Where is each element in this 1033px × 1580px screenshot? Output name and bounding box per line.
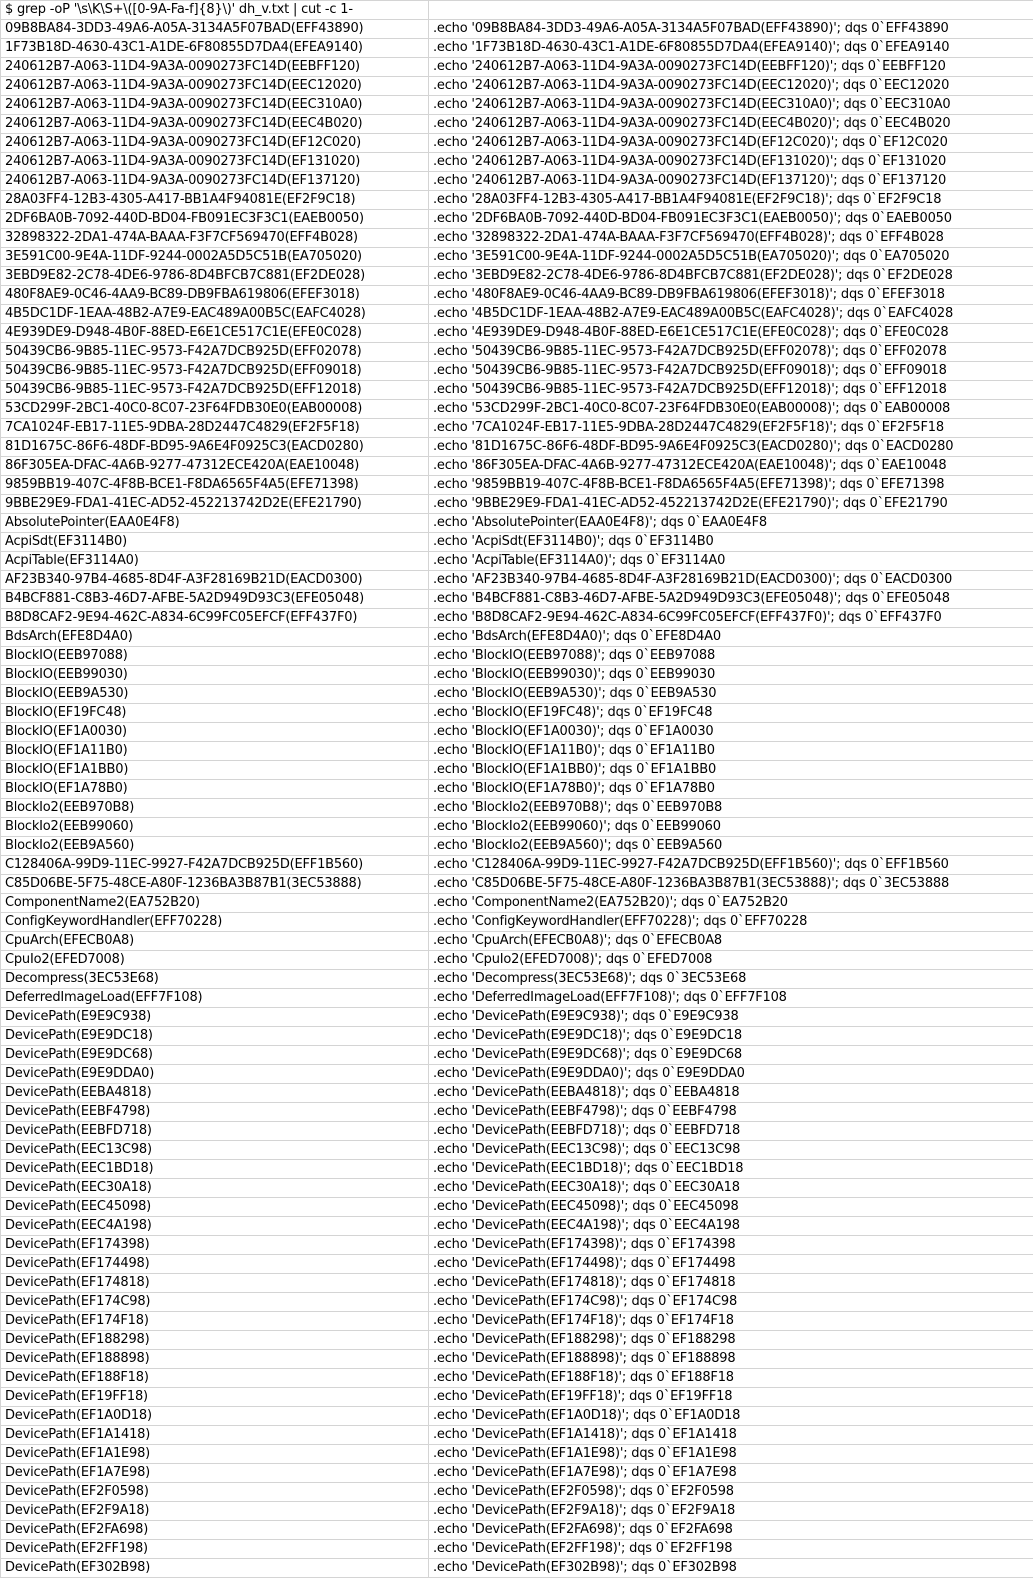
table-row xyxy=(1,894,1033,913)
table-row xyxy=(1,1008,1033,1027)
table-row xyxy=(1,419,1033,438)
cell-protocol-handle[interactable]: BlockIO(EF1A1BB0) xyxy=(1,761,429,780)
cell-protocol-handle[interactable]: 4E939DE9-D948-4B0F-88ED-E6E1CE517C1E(EFE0C028) xyxy=(1,324,429,343)
cell-protocol-handle[interactable]: DevicePath(EF1A0D18) xyxy=(1,1407,429,1426)
cell-protocol-handle[interactable]: 4B5DC1DF-1EAA-48B2-A7E9-EAC489A00B5C(EAFC4028) xyxy=(1,305,429,324)
cell-echo-command[interactable]: .echo 'DevicePath(EEBF4798)'; dqs 0`EEBF4798 xyxy=(429,1103,1033,1122)
cell-echo-command[interactable]: .echo '50439CB6-9B85-11EC-9573-F42A7DCB925D(EFF02078)'; dqs 0`EFF02078 xyxy=(429,343,1033,362)
cell-protocol-handle[interactable]: 3EBD9E82-2C78-4DE6-9786-8D4BFCB7C881(EF2DE028) xyxy=(1,267,429,286)
cell-protocol-handle[interactable]: DevicePath(E9E9DC18) xyxy=(1,1027,429,1046)
cell-protocol-handle[interactable]: CpuIo2(EFED7008) xyxy=(1,951,429,970)
cell-echo-command[interactable]: .echo 'B8D8CAF2-9E94-462C-A834-6C99FC05EFCF(EFF437F0)'; dqs 0`EFF437F0 xyxy=(429,609,1033,628)
cell-echo-command[interactable]: .echo '2DF6BA0B-7092-440D-BD04-FB091EC3F3C1(EAEB0050)'; dqs 0`EAEB0050 xyxy=(429,210,1033,229)
cell-echo-command[interactable]: .echo 'C85D06BE-5F75-48CE-A80F-1236BA3B87B1(3EC53888)'; dqs 0`3EC53888 xyxy=(429,875,1033,894)
cell-echo-command[interactable]: .echo '9BBE29E9-FDA1-41EC-AD52-452213742D2E(EFE21790)'; dqs 0`EFE21790 xyxy=(429,495,1033,514)
cell-echo-command[interactable]: .echo 'DevicePath(EEBA4818)'; dqs 0`EEBA4818 xyxy=(429,1084,1033,1103)
cell-echo-command[interactable]: .echo 'BlockIO(EEB9A530)'; dqs 0`EEB9A530 xyxy=(429,685,1033,704)
cell-protocol-handle[interactable]: 240612B7-A063-11D4-9A3A-0090273FC14D(EF131020) xyxy=(1,153,429,172)
cell-echo-command[interactable]: .echo 'B4BCF881-C8B3-46D7-AFBE-5A2D949D93C3(EFE05048)'; dqs 0`EFE05048 xyxy=(429,590,1033,609)
cell-protocol-handle[interactable]: BlockIo2(EEB970B8) xyxy=(1,799,429,818)
table-row xyxy=(1,704,1033,723)
cell-echo-command[interactable]: .echo '3EBD9E82-2C78-4DE6-9786-8D4BFCB7C881(EF2DE028)'; dqs 0`EF2DE028 xyxy=(429,267,1033,286)
cell-echo-command[interactable]: .echo 'ComponentName2(EA752B20)'; dqs 0`EA752B20 xyxy=(429,894,1033,913)
cell-echo-command[interactable]: .echo 'DeferredImageLoad(EFF7F108)'; dqs 0`EFF7F108 xyxy=(429,989,1033,1008)
cell-echo-command[interactable]: .echo 'BlockIO(EF1A11B0)'; dqs 0`EF1A11B0 xyxy=(429,742,1033,761)
cell-protocol-handle[interactable]: 28A03FF4-12B3-4305-A417-BB1A4F94081E(EF2F9C18) xyxy=(1,191,429,210)
cell-echo-command[interactable]: .echo 'AcpiTable(EF3114A0)'; dqs 0`EF3114A0 xyxy=(429,552,1033,571)
table-row xyxy=(1,58,1033,77)
table-row xyxy=(1,647,1033,666)
cell-echo-command[interactable]: .echo 'DevicePath(EF1A0D18)'; dqs 0`EF1A0D18 xyxy=(429,1407,1033,1426)
cell-protocol-handle[interactable]: BlockIO(EEB9A530) xyxy=(1,685,429,704)
table-row xyxy=(1,970,1033,989)
cell-echo-command[interactable]: .echo 'BlockIO(EF19FC48)'; dqs 0`EF19FC48 xyxy=(429,704,1033,723)
cell-echo-command[interactable]: .echo 'DevicePath(EF1A1E98)'; dqs 0`EF1A1E98 xyxy=(429,1445,1033,1464)
cell-echo-command[interactable]: .echo 'BlockIo2(EEB970B8)'; dqs 0`EEB970B8 xyxy=(429,799,1033,818)
cell-protocol-handle[interactable]: AF23B340-97B4-4685-8D4F-A3F28169B21D(EACD0300) xyxy=(1,571,429,590)
table-row xyxy=(1,1122,1033,1141)
table-row xyxy=(1,495,1033,514)
table-row xyxy=(1,837,1033,856)
cell-protocol-handle[interactable]: DevicePath(EEC30A18) xyxy=(1,1179,429,1198)
cell-protocol-handle[interactable]: 240612B7-A063-11D4-9A3A-0090273FC14D(EF12C020) xyxy=(1,134,429,153)
table-row xyxy=(1,77,1033,96)
cell-echo-command[interactable]: .echo '3E591C00-9E4A-11DF-9244-0002A5D5C51B(EA705020)'; dqs 0`EA705020 xyxy=(429,248,1033,267)
cell-echo-command[interactable]: .echo 'DevicePath(EF2FF198)'; dqs 0`EF2FF198 xyxy=(429,1540,1033,1559)
cell-protocol-handle[interactable]: DevicePath(EF174818) xyxy=(1,1274,429,1293)
cell-protocol-handle[interactable]: 81D1675C-86F6-48DF-BD95-9A6E4F0925C3(EACD0280) xyxy=(1,438,429,457)
cell-echo-command[interactable]: .echo 'BdsArch(EFE8D4A0)'; dqs 0`EFE8D4A0 xyxy=(429,628,1033,647)
table-row xyxy=(1,552,1033,571)
cell-protocol-handle[interactable]: Decompress(3EC53E68) xyxy=(1,970,429,989)
table-row xyxy=(1,1426,1033,1445)
cell-protocol-handle[interactable]: DevicePath(EF302B98) xyxy=(1,1559,429,1578)
table-row xyxy=(1,1160,1033,1179)
table-row xyxy=(1,951,1033,970)
cell-protocol-handle[interactable]: DevicePath(EF1A7E98) xyxy=(1,1464,429,1483)
cell-protocol-handle[interactable]: BlockIO(EEB99030) xyxy=(1,666,429,685)
table-row xyxy=(1,248,1033,267)
cell-echo-command[interactable]: .echo '240612B7-A063-11D4-9A3A-0090273FC14D(EF12C020)'; dqs 0`EF12C020 xyxy=(429,134,1033,153)
table-row xyxy=(1,913,1033,932)
table-row xyxy=(1,153,1033,172)
cell-protocol-handle[interactable]: BlockIo2(EEB9A560) xyxy=(1,837,429,856)
cell-echo-command[interactable]: .echo 'DevicePath(EF174398)'; dqs 0`EF174398 xyxy=(429,1236,1033,1255)
cell-echo-command[interactable]: .echo 'DevicePath(EF19FF18)'; dqs 0`EF19FF18 xyxy=(429,1388,1033,1407)
cell-echo-command[interactable]: .echo 'ConfigKeywordHandler(EFF70228)'; dqs 0`EFF70228 xyxy=(429,913,1033,932)
table-row xyxy=(1,932,1033,951)
cell-echo-command[interactable]: .echo 'DevicePath(EF188898)'; dqs 0`EF188898 xyxy=(429,1350,1033,1369)
table-row xyxy=(1,989,1033,1008)
cell-protocol-handle[interactable]: 1F73B18D-4630-43C1-A1DE-6F80855D7DA4(EFEA9140) xyxy=(1,39,429,58)
cell-protocol-handle[interactable]: B4BCF881-C8B3-46D7-AFBE-5A2D949D93C3(EFE05048) xyxy=(1,590,429,609)
table-row xyxy=(1,1084,1033,1103)
table-row xyxy=(1,1274,1033,1293)
cell-protocol-handle[interactable]: BlockIO(EF1A78B0) xyxy=(1,780,429,799)
cell-echo-command[interactable]: .echo '09B8BA84-3DD3-49A6-A05A-3134A5F07BAD(EFF43890)'; dqs 0`EFF43890 xyxy=(429,20,1033,39)
table-row xyxy=(1,875,1033,894)
cell-echo-command[interactable]: .echo '1F73B18D-4630-43C1-A1DE-6F80855D7DA4(EFEA9140)'; dqs 0`EFEA9140 xyxy=(429,39,1033,58)
cell-echo-command[interactable]: .echo 'BlockIO(EF1A0030)'; dqs 0`EF1A0030 xyxy=(429,723,1033,742)
cell-echo-command[interactable]: .echo 'Decompress(3EC53E68)'; dqs 0`3EC53E68 xyxy=(429,970,1033,989)
cell-echo-command[interactable]: .echo '4E939DE9-D948-4B0F-88ED-E6E1CE517C1E(EFE0C028)'; dqs 0`EFE0C028 xyxy=(429,324,1033,343)
table-row xyxy=(1,1217,1033,1236)
table-row xyxy=(1,343,1033,362)
cell-echo-command[interactable]: .echo 'DevicePath(EF174818)'; dqs 0`EF174818 xyxy=(429,1274,1033,1293)
cell-protocol-handle[interactable]: BlockIO(EEB97088) xyxy=(1,647,429,666)
table-row xyxy=(1,229,1033,248)
table-row xyxy=(1,856,1033,875)
cell-protocol-handle[interactable]: BlockIo2(EEB99060) xyxy=(1,818,429,837)
cell-echo-command[interactable]: .echo '240612B7-A063-11D4-9A3A-0090273FC14D(EF137120)'; dqs 0`EF137120 xyxy=(429,172,1033,191)
table-row xyxy=(1,1407,1033,1426)
cell-echo-command[interactable]: .echo 'DevicePath(EEC1BD18)'; dqs 0`EEC1BD18 xyxy=(429,1160,1033,1179)
cell-protocol-handle[interactable]: C128406A-99D9-11EC-9927-F42A7DCB925D(EFF1B560) xyxy=(1,856,429,875)
cell-protocol-handle[interactable]: 9859BB19-407C-4F8B-BCE1-F8DA6565F4A5(EFE71398) xyxy=(1,476,429,495)
cell-echo-command[interactable]: .echo 'DevicePath(EF174C98)'; dqs 0`EF174C98 xyxy=(429,1293,1033,1312)
table-row xyxy=(1,571,1033,590)
cell-protocol-handle[interactable]: DevicePath(EF188898) xyxy=(1,1350,429,1369)
cell-echo-command[interactable]: .echo 'AF23B340-97B4-4685-8D4F-A3F28169B21D(EACD0300)'; dqs 0`EACD0300 xyxy=(429,571,1033,590)
cell-protocol-handle[interactable]: DevicePath(EEC1BD18) xyxy=(1,1160,429,1179)
cell-echo-command[interactable]: .echo 'DevicePath(EEC30A18)'; dqs 0`EEC30A18 xyxy=(429,1179,1033,1198)
table-row xyxy=(1,1141,1033,1160)
table-row xyxy=(1,685,1033,704)
table-row xyxy=(1,1483,1033,1502)
cell-protocol-handle[interactable]: DevicePath(E9E9C938) xyxy=(1,1008,429,1027)
cell-echo-command[interactable]: .echo 'DevicePath(EEC13C98)'; dqs 0`EEC13C98 xyxy=(429,1141,1033,1160)
cell-echo-command[interactable]: .echo 'DevicePath(EF302B98)'; dqs 0`EF302B98 xyxy=(429,1559,1033,1578)
cell-echo-command[interactable]: .echo 'DevicePath(EF174F18)'; dqs 0`EF174F18 xyxy=(429,1312,1033,1331)
cell-echo-command[interactable]: .echo 'BlockIO(EF1A78B0)'; dqs 0`EF1A78B0 xyxy=(429,780,1033,799)
table-row xyxy=(1,1103,1033,1122)
cell-protocol-handle[interactable]: 240612B7-A063-11D4-9A3A-0090273FC14D(EEC310A0) xyxy=(1,96,429,115)
table-row xyxy=(1,96,1033,115)
cell-echo-command[interactable]: .echo '81D1675C-86F6-48DF-BD95-9A6E4F0925C3(EACD0280)'; dqs 0`EACD0280 xyxy=(429,438,1033,457)
table-row xyxy=(1,1046,1033,1065)
table-row xyxy=(1,514,1033,533)
cell-echo-command[interactable]: .echo '50439CB6-9B85-11EC-9573-F42A7DCB925D(EFF12018)'; dqs 0`EFF12018 xyxy=(429,381,1033,400)
cell-protocol-handle[interactable]: AcpiSdt(EF3114B0) xyxy=(1,533,429,552)
cell-protocol-handle[interactable]: ConfigKeywordHandler(EFF70228) xyxy=(1,913,429,932)
cell-echo-command[interactable]: .echo 'AcpiSdt(EF3114B0)'; dqs 0`EF3114B0 xyxy=(429,533,1033,552)
cell-protocol-handle[interactable]: 32898322-2DA1-474A-BAAA-F3F7CF569470(EFF4B028) xyxy=(1,229,429,248)
cell-protocol-handle[interactable]: 3E591C00-9E4A-11DF-9244-0002A5D5C51B(EA705020) xyxy=(1,248,429,267)
table-row xyxy=(1,476,1033,495)
table-row xyxy=(1,134,1033,153)
cell-protocol-handle[interactable]: DevicePath(EF174F18) xyxy=(1,1312,429,1331)
cell-protocol-handle[interactable]: 53CD299F-2BC1-40C0-8C07-23F64FDB30E0(EAB00008) xyxy=(1,400,429,419)
cell-protocol-handle[interactable]: BdsArch(EFE8D4A0) xyxy=(1,628,429,647)
table-row xyxy=(1,39,1033,58)
table-row xyxy=(1,761,1033,780)
header-row xyxy=(1,1,1033,20)
cell-protocol-handle[interactable]: 240612B7-A063-11D4-9A3A-0090273FC14D(EEC12020) xyxy=(1,77,429,96)
cell-echo-command[interactable]: .echo '7CA1024F-EB17-11E5-9DBA-28D2447C4829(EF2F5F18)'; dqs 0`EF2F5F18 xyxy=(429,419,1033,438)
cell-echo-command[interactable]: .echo '240612B7-A063-11D4-9A3A-0090273FC14D(EEC310A0)'; dqs 0`EEC310A0 xyxy=(429,96,1033,115)
cell-protocol-handle[interactable]: DevicePath(EF19FF18) xyxy=(1,1388,429,1407)
cell-protocol-handle[interactable]: 240612B7-A063-11D4-9A3A-0090273FC14D(EEC4B020) xyxy=(1,115,429,134)
cell-protocol-handle[interactable]: C85D06BE-5F75-48CE-A80F-1236BA3B87B1(3EC53888) xyxy=(1,875,429,894)
cell-protocol-handle[interactable]: CpuArch(EFECB0A8) xyxy=(1,932,429,951)
header-cell-empty[interactable] xyxy=(429,1,1033,20)
table-row xyxy=(1,1464,1033,1483)
cell-protocol-handle[interactable]: DevicePath(EF1A1418) xyxy=(1,1426,429,1445)
cell-protocol-handle[interactable]: DevicePath(EEC13C98) xyxy=(1,1141,429,1160)
table-row xyxy=(1,628,1033,647)
cell-protocol-handle[interactable]: DevicePath(EEC4A198) xyxy=(1,1217,429,1236)
table-row xyxy=(1,799,1033,818)
cell-protocol-handle[interactable]: 7CA1024F-EB17-11E5-9DBA-28D2447C4829(EF2F5F18) xyxy=(1,419,429,438)
cell-echo-command[interactable]: .echo 'DevicePath(EEBFD718)'; dqs 0`EEBFD718 xyxy=(429,1122,1033,1141)
cell-protocol-handle[interactable]: ComponentName2(EA752B20) xyxy=(1,894,429,913)
table-row xyxy=(1,1331,1033,1350)
table-row xyxy=(1,1293,1033,1312)
cell-echo-command[interactable]: .echo '86F305EA-DFAC-4A6B-9277-47312ECE420A(EAE10048)'; dqs 0`EAE10048 xyxy=(429,457,1033,476)
table-row xyxy=(1,381,1033,400)
cell-protocol-handle[interactable]: DevicePath(EF174398) xyxy=(1,1236,429,1255)
table-row xyxy=(1,742,1033,761)
table-row xyxy=(1,210,1033,229)
cell-protocol-handle[interactable]: DevicePath(EF1A1E98) xyxy=(1,1445,429,1464)
cell-protocol-handle[interactable]: 50439CB6-9B85-11EC-9573-F42A7DCB925D(EFF02078) xyxy=(1,343,429,362)
cell-echo-command[interactable]: .echo 'BlockIO(EEB99030)'; dqs 0`EEB99030 xyxy=(429,666,1033,685)
table-row xyxy=(1,609,1033,628)
table-row xyxy=(1,438,1033,457)
cell-protocol-handle[interactable]: BlockIO(EF1A0030) xyxy=(1,723,429,742)
cell-protocol-handle[interactable]: DevicePath(EEC45098) xyxy=(1,1198,429,1217)
cell-protocol-handle[interactable]: 2DF6BA0B-7092-440D-BD04-FB091EC3F3C1(EAEB0050) xyxy=(1,210,429,229)
cell-protocol-handle[interactable]: 09B8BA84-3DD3-49A6-A05A-3134A5F07BAD(EFF43890) xyxy=(1,20,429,39)
table-row xyxy=(1,324,1033,343)
table-row xyxy=(1,1198,1033,1217)
table-row xyxy=(1,1350,1033,1369)
table-row xyxy=(1,1559,1033,1578)
cell-echo-command[interactable]: .echo '240612B7-A063-11D4-9A3A-0090273FC14D(EEC4B020)'; dqs 0`EEC4B020 xyxy=(429,115,1033,134)
cell-echo-command[interactable]: .echo 'BlockIO(EEB97088)'; dqs 0`EEB97088 xyxy=(429,647,1033,666)
cell-echo-command[interactable]: .echo 'DevicePath(EF1A7E98)'; dqs 0`EF1A7E98 xyxy=(429,1464,1033,1483)
table-row xyxy=(1,1179,1033,1198)
cell-echo-command[interactable]: .echo '32898322-2DA1-474A-BAAA-F3F7CF569470(EFF4B028)'; dqs 0`EFF4B028 xyxy=(429,229,1033,248)
cell-protocol-handle[interactable]: B8D8CAF2-9E94-462C-A834-6C99FC05EFCF(EFF437F0) xyxy=(1,609,429,628)
cell-echo-command[interactable]: .echo '4B5DC1DF-1EAA-48B2-A7E9-EAC489A00B5C(EAFC4028)'; dqs 0`EAFC4028 xyxy=(429,305,1033,324)
table-row xyxy=(1,1502,1033,1521)
cell-protocol-handle[interactable]: DevicePath(EF2FF198) xyxy=(1,1540,429,1559)
table-row xyxy=(1,723,1033,742)
grid-body xyxy=(1,1,1033,1578)
cell-protocol-handle[interactable]: DevicePath(E9E9DC68) xyxy=(1,1046,429,1065)
cell-protocol-handle[interactable]: 9BBE29E9-FDA1-41EC-AD52-452213742D2E(EFE21790) xyxy=(1,495,429,514)
table-row xyxy=(1,267,1033,286)
cell-echo-command[interactable]: .echo '50439CB6-9B85-11EC-9573-F42A7DCB925D(EFF09018)'; dqs 0`EFF09018 xyxy=(429,362,1033,381)
cell-protocol-handle[interactable]: DevicePath(EF174498) xyxy=(1,1255,429,1274)
cell-echo-command[interactable]: .echo '480F8AE9-0C46-4AA9-BC89-DB9FBA619806(EFEF3018)'; dqs 0`EFEF3018 xyxy=(429,286,1033,305)
table-row xyxy=(1,1540,1033,1559)
cell-protocol-handle[interactable]: DevicePath(EF2F9A18) xyxy=(1,1502,429,1521)
cell-protocol-handle[interactable]: DevicePath(EF2FA698) xyxy=(1,1521,429,1540)
cell-echo-command[interactable]: .echo 'AbsolutePointer(EAA0E4F8)'; dqs 0`EAA0E4F8 xyxy=(429,514,1033,533)
cell-echo-command[interactable]: .echo 'DevicePath(E9E9C938)'; dqs 0`E9E9C938 xyxy=(429,1008,1033,1027)
cell-echo-command[interactable]: .echo 'C128406A-99D9-11EC-9927-F42A7DCB925D(EFF1B560)'; dqs 0`EFF1B560 xyxy=(429,856,1033,875)
cell-echo-command[interactable]: .echo 'DevicePath(EF2F9A18)'; dqs 0`EF2F9A18 xyxy=(429,1502,1033,1521)
cell-protocol-handle[interactable]: DevicePath(EF2F0598) xyxy=(1,1483,429,1502)
cell-protocol-handle[interactable]: 50439CB6-9B85-11EC-9573-F42A7DCB925D(EFF12018) xyxy=(1,381,429,400)
cell-protocol-handle[interactable]: 86F305EA-DFAC-4A6B-9277-47312ECE420A(EAE10048) xyxy=(1,457,429,476)
cell-protocol-handle[interactable]: DevicePath(EF188298) xyxy=(1,1331,429,1350)
cell-protocol-handle[interactable]: 480F8AE9-0C46-4AA9-BC89-DB9FBA619806(EFEF3018) xyxy=(1,286,429,305)
table-row xyxy=(1,780,1033,799)
table-row xyxy=(1,1369,1033,1388)
table-row xyxy=(1,20,1033,39)
table-row xyxy=(1,533,1033,552)
cell-protocol-handle[interactable]: DevicePath(EEBF4798) xyxy=(1,1103,429,1122)
cell-protocol-handle[interactable]: 240612B7-A063-11D4-9A3A-0090273FC14D(EEBFF120) xyxy=(1,58,429,77)
cell-echo-command[interactable]: .echo 'DevicePath(EF1A1418)'; dqs 0`EF1A1418 xyxy=(429,1426,1033,1445)
table-row xyxy=(1,1255,1033,1274)
cell-protocol-handle[interactable]: BlockIO(EF19FC48) xyxy=(1,704,429,723)
cell-protocol-handle[interactable]: AbsolutePointer(EAA0E4F8) xyxy=(1,514,429,533)
cell-protocol-handle[interactable]: AcpiTable(EF3114A0) xyxy=(1,552,429,571)
cell-echo-command[interactable]: .echo 'BlockIO(EF1A1BB0)'; dqs 0`EF1A1BB0 xyxy=(429,761,1033,780)
cell-echo-command[interactable]: .echo '28A03FF4-12B3-4305-A417-BB1A4F94081E(EF2F9C18)'; dqs 0`EF2F9C18 xyxy=(429,191,1033,210)
table-row xyxy=(1,818,1033,837)
cell-echo-command[interactable]: .echo '53CD299F-2BC1-40C0-8C07-23F64FDB30E0(EAB00008)'; dqs 0`EAB00008 xyxy=(429,400,1033,419)
cell-protocol-handle[interactable]: BlockIO(EF1A11B0) xyxy=(1,742,429,761)
cell-protocol-handle[interactable]: 240612B7-A063-11D4-9A3A-0090273FC14D(EF137120) xyxy=(1,172,429,191)
cell-echo-command[interactable]: .echo 'BlockIo2(EEB9A560)'; dqs 0`EEB9A560 xyxy=(429,837,1033,856)
table-row xyxy=(1,305,1033,324)
table-row xyxy=(1,362,1033,381)
cell-echo-command[interactable]: .echo 'DevicePath(EEC4A198)'; dqs 0`EEC4A198 xyxy=(429,1217,1033,1236)
cell-echo-command[interactable]: .echo 'DevicePath(EF174498)'; dqs 0`EF174498 xyxy=(429,1255,1033,1274)
cell-protocol-handle[interactable]: DeferredImageLoad(EFF7F108) xyxy=(1,989,429,1008)
cell-echo-command[interactable]: .echo '240612B7-A063-11D4-9A3A-0090273FC14D(EF131020)'; dqs 0`EF131020 xyxy=(429,153,1033,172)
table-row xyxy=(1,1312,1033,1331)
cell-protocol-handle[interactable]: 50439CB6-9B85-11EC-9573-F42A7DCB925D(EFF09018) xyxy=(1,362,429,381)
table-row xyxy=(1,1236,1033,1255)
cell-echo-command[interactable]: .echo 'CpuIo2(EFED7008)'; dqs 0`EFED7008 xyxy=(429,951,1033,970)
table-row xyxy=(1,457,1033,476)
table-row xyxy=(1,1065,1033,1084)
cell-echo-command[interactable]: .echo '240612B7-A063-11D4-9A3A-0090273FC14D(EEC12020)'; dqs 0`EEC12020 xyxy=(429,77,1033,96)
table-row xyxy=(1,1388,1033,1407)
cell-echo-command[interactable]: .echo '9859BB19-407C-4F8B-BCE1-F8DA6565F4A5(EFE71398)'; dqs 0`EFE71398 xyxy=(429,476,1033,495)
table-row xyxy=(1,115,1033,134)
cell-echo-command[interactable]: .echo 'DevicePath(E9E9DC18)'; dqs 0`E9E9DC18 xyxy=(429,1027,1033,1046)
table-row xyxy=(1,590,1033,609)
table-row xyxy=(1,191,1033,210)
cell-protocol-handle[interactable]: DevicePath(EEBFD718) xyxy=(1,1122,429,1141)
table-row xyxy=(1,1521,1033,1540)
table-row xyxy=(1,172,1033,191)
header-cell-command[interactable]: $ grep -oP '\s\K\S+\([0-9A-Fa-f]{8}\)' dh_v.txt | cut -c 1- xyxy=(1,1,429,20)
cell-echo-command[interactable]: .echo 'DevicePath(E9E9DC68)'; dqs 0`E9E9DC68 xyxy=(429,1046,1033,1065)
cell-echo-command[interactable]: .echo 'DevicePath(EF188F18)'; dqs 0`EF188F18 xyxy=(429,1369,1033,1388)
table-row xyxy=(1,400,1033,419)
cell-protocol-handle[interactable]: DevicePath(E9E9DDA0) xyxy=(1,1065,429,1084)
table-row xyxy=(1,286,1033,305)
cell-echo-command[interactable]: .echo 'DevicePath(EF188298)'; dqs 0`EF188298 xyxy=(429,1331,1033,1350)
cell-echo-command[interactable]: .echo 'DevicePath(EF2F0598)'; dqs 0`EF2F0598 xyxy=(429,1483,1033,1502)
table-row xyxy=(1,666,1033,685)
cell-protocol-handle[interactable]: DevicePath(EF174C98) xyxy=(1,1293,429,1312)
cell-protocol-handle[interactable]: DevicePath(EF188F18) xyxy=(1,1369,429,1388)
cell-echo-command[interactable]: .echo 'CpuArch(EFECB0A8)'; dqs 0`EFECB0A8 xyxy=(429,932,1033,951)
cell-echo-command[interactable]: .echo 'DevicePath(E9E9DDA0)'; dqs 0`E9E9DDA0 xyxy=(429,1065,1033,1084)
cell-echo-command[interactable]: .echo 'DevicePath(EF2FA698)'; dqs 0`EF2FA698 xyxy=(429,1521,1033,1540)
table-row xyxy=(1,1445,1033,1464)
cell-echo-command[interactable]: .echo '240612B7-A063-11D4-9A3A-0090273FC14D(EEBFF120)'; dqs 0`EEBFF120 xyxy=(429,58,1033,77)
cell-protocol-handle[interactable]: DevicePath(EEBA4818) xyxy=(1,1084,429,1103)
cell-echo-command[interactable]: .echo 'DevicePath(EEC45098)'; dqs 0`EEC45098 xyxy=(429,1198,1033,1217)
cell-echo-command[interactable]: .echo 'BlockIo2(EEB99060)'; dqs 0`EEB99060 xyxy=(429,818,1033,837)
table-row xyxy=(1,1027,1033,1046)
